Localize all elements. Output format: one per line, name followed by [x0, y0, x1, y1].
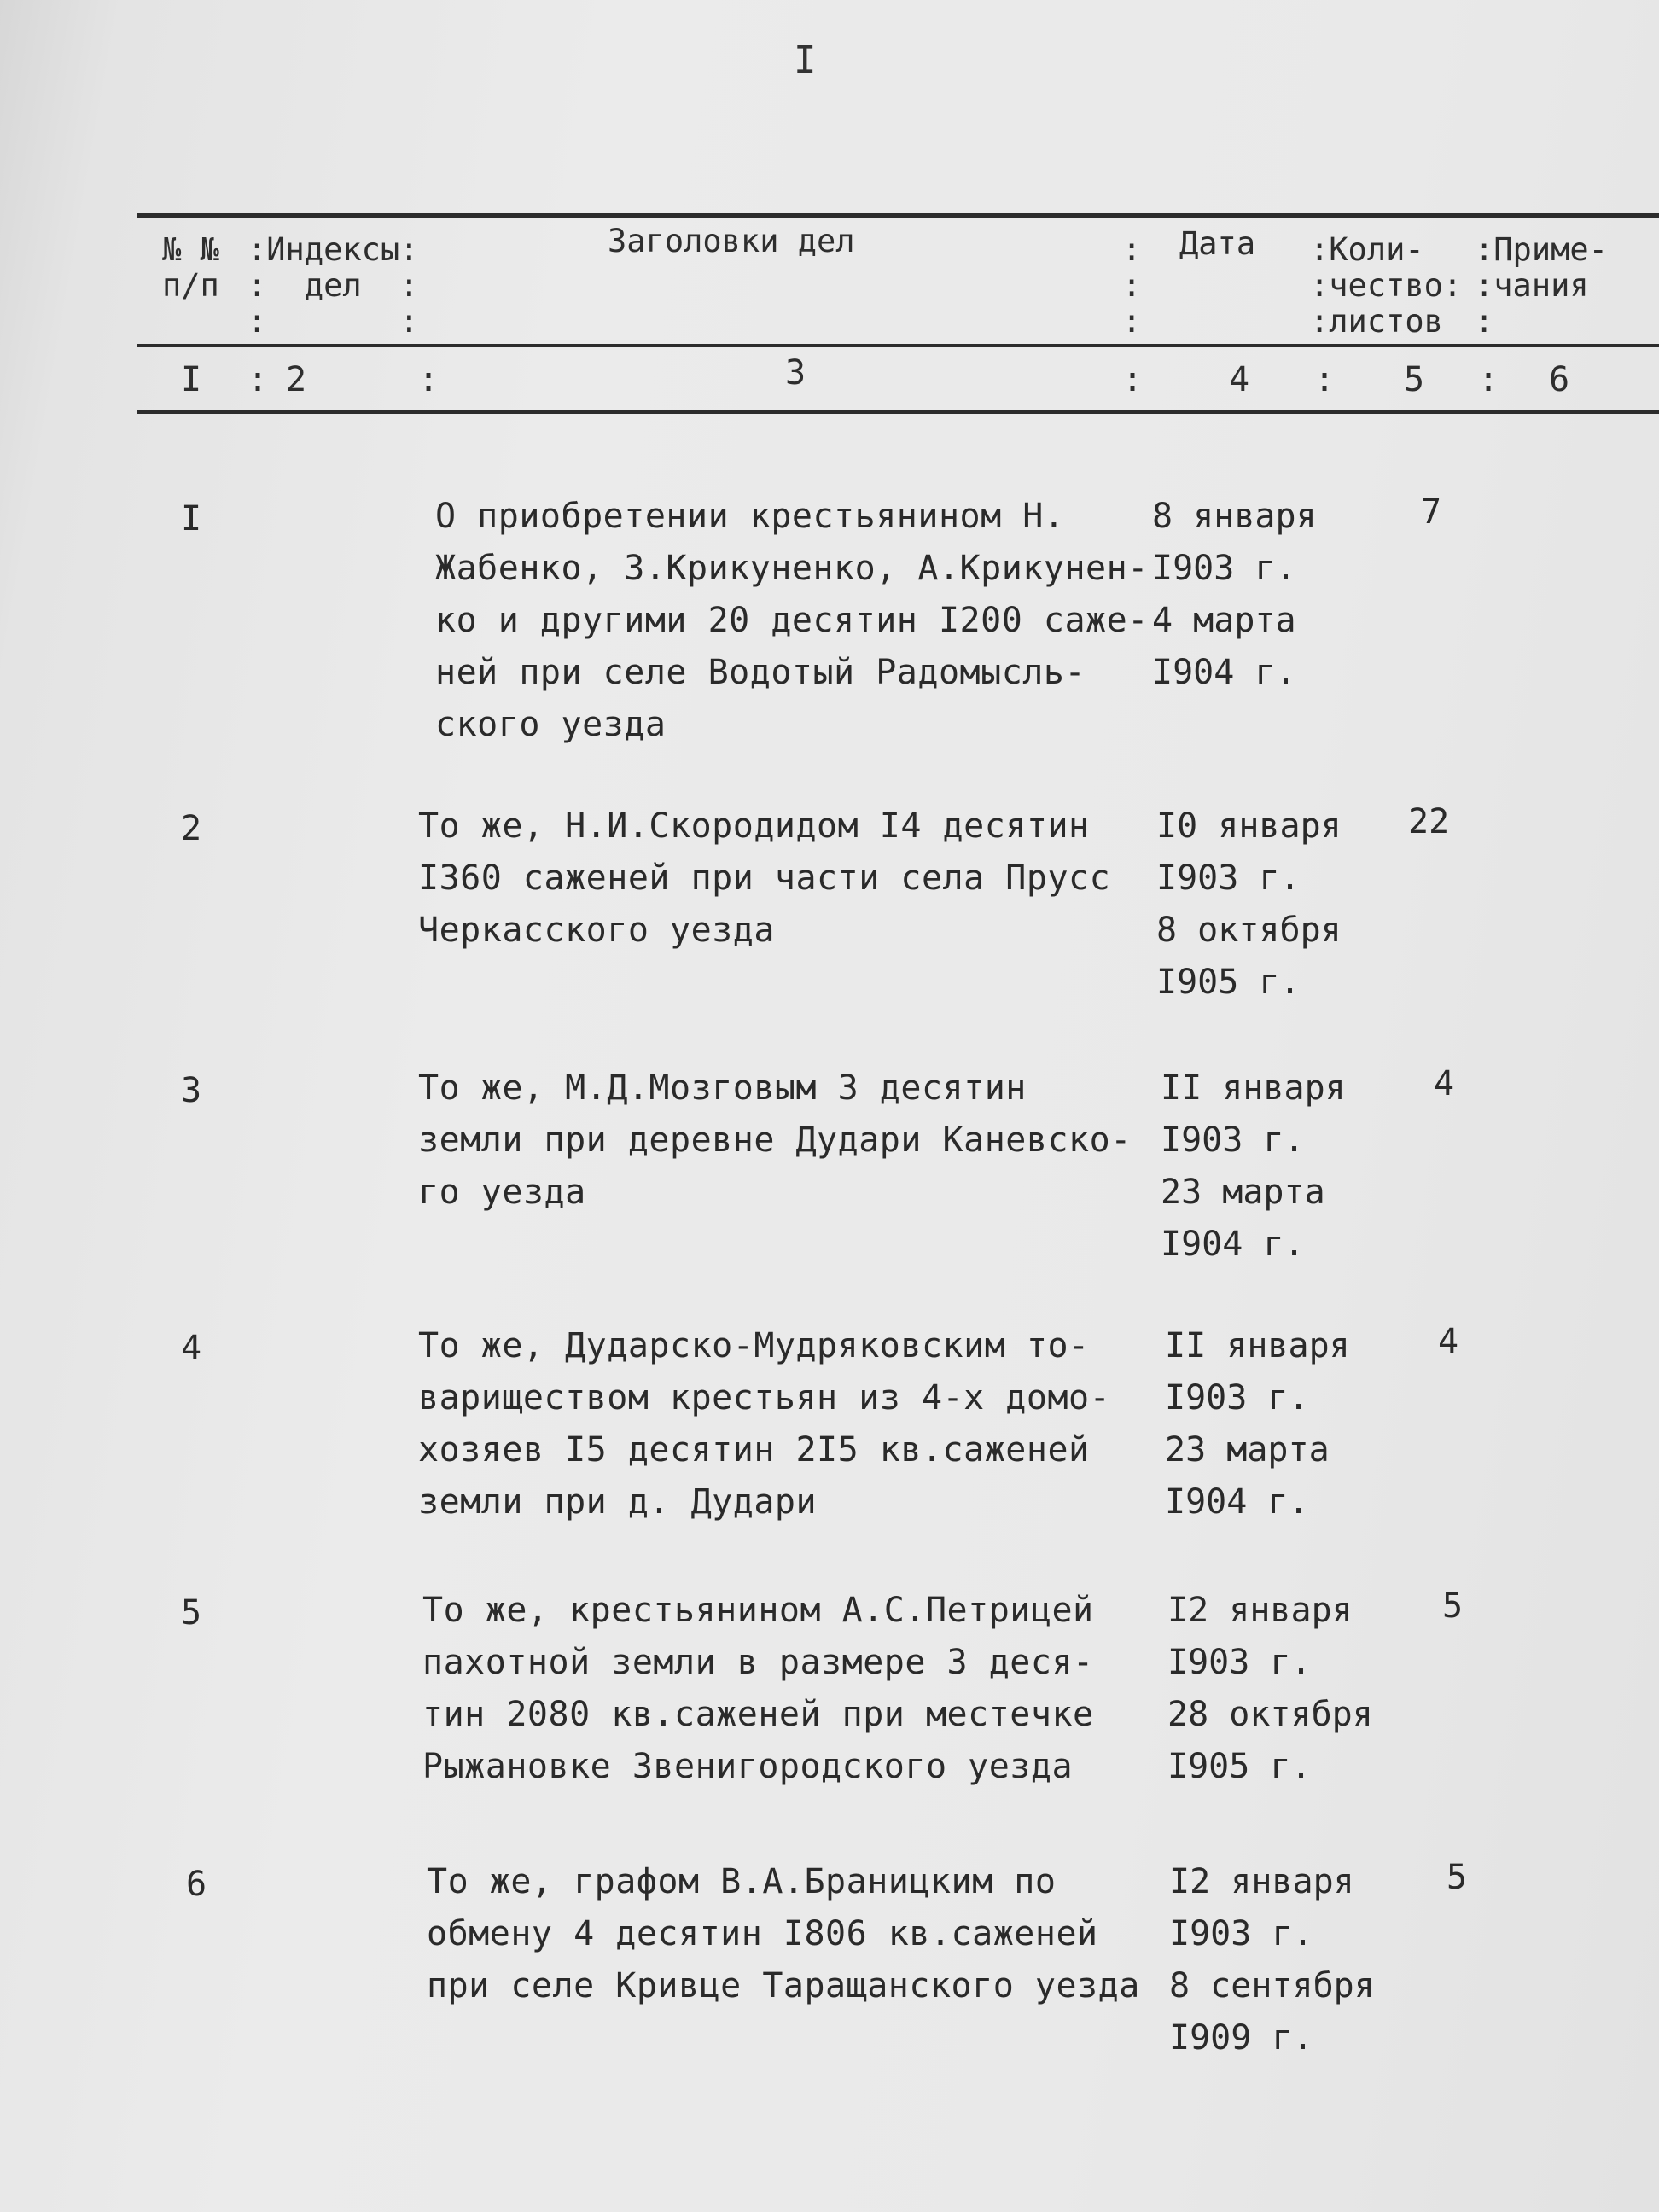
header-col-titles: Заголовки дел: [608, 223, 855, 259]
header-divider: : : :: [1122, 231, 1142, 340]
row-sheets: 4: [1438, 1322, 1459, 1361]
row-sheets: 5: [1442, 1586, 1464, 1626]
row-title: То же, Дударско-Мудряковским то- вариществом крестьян из 4-х домо- хозяев I5 десятин 2I5 кв.саженей земли при д. Дудари: [418, 1326, 1111, 1522]
column-separator: :: [247, 360, 269, 399]
row-title: То же, крестьянином А.С.Петрицей пахотной земли в размере 3 деся- тин 2080 кв.саженей при местечке Рыжановке Звенигородского уезда: [422, 1591, 1094, 1786]
row-sheets: 7: [1421, 492, 1442, 532]
column-number: 5: [1404, 360, 1425, 399]
header-bottom-rule: [137, 410, 1659, 414]
row-number: 3: [181, 1071, 202, 1110]
row-date: I2 января I903 г. 8 сентября I909 г.: [1169, 1862, 1375, 2058]
column-number: 2: [286, 360, 307, 399]
row-date: II января I903 г. 23 марта I904 г.: [1165, 1326, 1350, 1522]
header-col-index: :Индексы: : дел : : :: [247, 231, 419, 340]
row-number: I: [181, 499, 202, 538]
row-date: II января I903 г. 23 марта I904 г.: [1161, 1068, 1346, 1264]
row-sheets: 4: [1434, 1064, 1455, 1103]
column-separator: :: [1122, 360, 1144, 399]
row-number: 6: [186, 1865, 207, 1904]
column-number: 4: [1229, 360, 1250, 399]
row-sheets: 5: [1447, 1858, 1468, 1897]
header-rule: [137, 344, 1659, 347]
row-title: О приобретении крестьянином Н. Жабенко, З.Крикуненко, А.Крикунен- ко и другими 20 десятин I200 саже- ней при селе Водотый Радомысль- ского уезда: [435, 497, 1149, 744]
column-number: 6: [1549, 360, 1570, 399]
row-title: То же, М.Д.Мозговым 3 десятин земли при деревне Дудари Каневско- го уезда: [418, 1068, 1132, 1212]
column-separator: :: [418, 360, 439, 399]
row-number: 2: [181, 809, 202, 848]
row-title: То же, Н.И.Скородидом I4 десятин I360 саженей при части села Прусс Черкасского уезда: [418, 806, 1111, 950]
column-separator: :: [1478, 360, 1499, 399]
page-number: I: [794, 38, 817, 82]
header-col-date: Дата: [1179, 225, 1256, 262]
row-sheets: 22: [1408, 802, 1450, 841]
column-separator: :: [1314, 360, 1336, 399]
row-title: То же, графом В.А.Браницким по обмену 4 десятин I806 кв.саженей при селе Кривце Таращанского уезда: [427, 1862, 1140, 2005]
table-top-rule: [137, 213, 1659, 218]
row-number: 5: [181, 1593, 202, 1633]
row-number: 4: [181, 1329, 202, 1368]
row-date: I2 января I903 г. 28 октября I905 г.: [1167, 1591, 1373, 1786]
header-col-sheets: :Коли- :чество: :листов: [1310, 231, 1463, 340]
column-number: I: [181, 360, 202, 399]
row-date: I0 января I903 г. 8 октября I905 г.: [1156, 806, 1342, 1002]
column-number: 3: [785, 353, 806, 393]
header-col-notes: :Приме- :чания :: [1475, 231, 1608, 340]
header-col-number: № № п/п: [162, 231, 219, 304]
row-date: 8 января I903 г. 4 марта I904 г.: [1152, 497, 1317, 692]
